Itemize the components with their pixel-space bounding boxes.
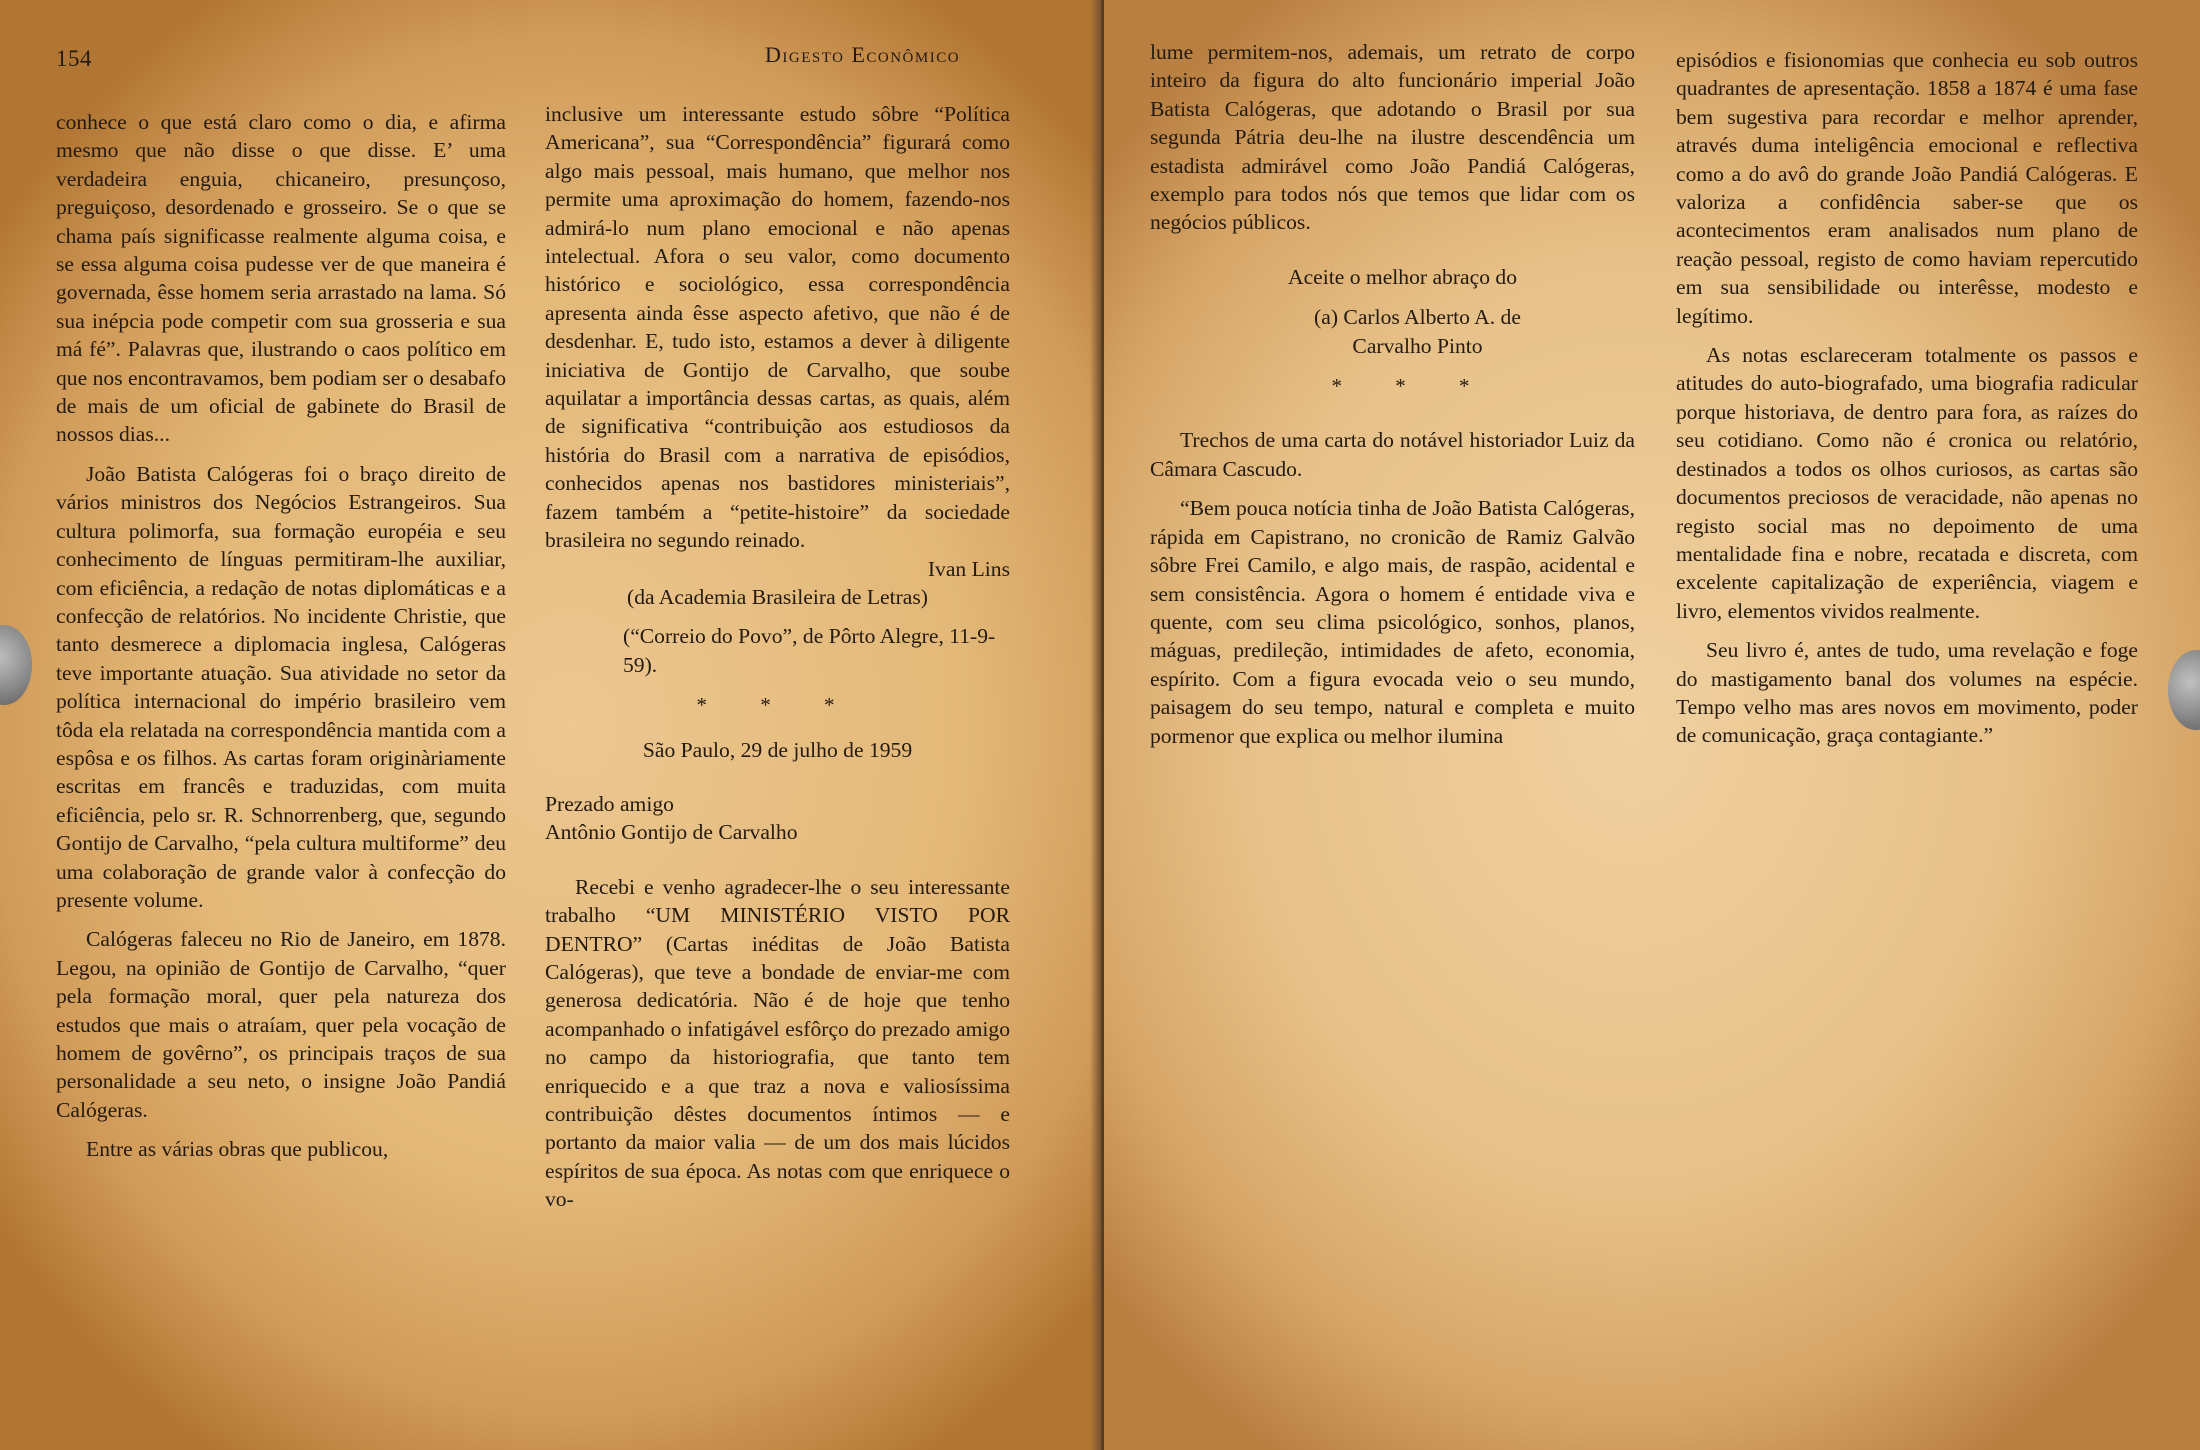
author-name: Ivan Lins <box>927 556 1010 581</box>
section-divider: * * * <box>696 693 859 718</box>
section-divider: * * * <box>1331 374 1494 399</box>
paragraph: conhece o que está claro como o dia, e afirma mesmo que não disse o que disse. E’ uma verdadeira enguia, chicaneiro, presunçoso, preguiçoso, desordenado e grosseiro. Se o que se chama país significasse realmente alguma coisa, e se essa alguma coisa pudesse ver de que maneira é governada, êsse homem seria arrastado na lama. Só sua inépcia pode competir com sua grosseria e sua má fé”. Palavras que, ilustrando o caos político em que nos encontravamos, bem podiam ser o desabafo de mais de um oficial de gabinete do Brasil de nossos dias... <box>56 110 506 447</box>
running-head: Digesto Econômico <box>765 42 961 67</box>
page-number: 154 <box>56 46 92 71</box>
paragraph: Entre as várias obras que publicou, <box>86 1137 389 1162</box>
letter-signature: (a) Carlos Alberto A. de <box>1314 305 1521 330</box>
author-affiliation: (da Academia Brasileira de Letras) <box>627 584 928 609</box>
letter-greeting: Prezado amigo <box>545 791 674 816</box>
left-column-2 <box>545 100 1010 1214</box>
paragraph: Calógeras faleceu no Rio de Janeiro, em 1878. Legou, na opinião de Gontijo de Carvalho, “quer pela formação moral, quer pela natureza dos estudos que mais o atraíam, quer pela vocação de homem de govêrno”, os principais traços de sua personalidade a seu neto, o insigne João Pandiá Calógeras. <box>56 927 506 1122</box>
letter-date: São Paulo, 29 de julho de 1959 <box>642 737 913 762</box>
letter-signature: Carvalho Pinto <box>1352 333 1483 358</box>
quotation: “Bem pouca notícia tinha de João Batista Calógeras, rápida em Capistrano, no cronicão de Ramiz Galvão sôbre Frei Camilo, e algo mais, de raspão, acidental e sem consistência. Agora o homem é entidade viva e quente, com seu clima psicológico, sonhos, planos, máguas, predileção, intimidades de afeto, economia, espírito. Com a figura evocada veio o seu mundo, paisagem do seu tempo, natural e completa e muito pormenor que explica ou melhor ilumina <box>1150 496 1635 748</box>
binding-hole <box>2168 650 2200 730</box>
right-page <box>1104 0 2200 1450</box>
paragraph: Seu livro é, antes de tudo, uma revelação e foge do mastigamento banal dos volumes na espécie. Tempo velho mas ares novos em movimento, poder de comunicação, graça contagiante.” <box>1676 638 2138 748</box>
right-column-1 <box>1150 38 1635 750</box>
right-column-2 <box>1676 46 2138 750</box>
paragraph: lume permitem-nos, ademais, um retrato de corpo inteiro da figura do alto funcionário imperial João Batista Calógeras, que adotando o Brasil por sua segunda Pátria deu-lhe na ilustre descendência um estadista admirável como João Pandiá Calógeras, exemplo para todos nós que temos que lidar com os negócios públicos. <box>1150 40 1635 235</box>
paragraph: As notas esclareceram totalmente os passos e atitudes do auto-biografado, uma biografia radicular porque historiava, de dentro para fora, as raízes do seu cotidiano. Como não é cronica ou relatório, destinados a todos os olhos curiosos, as cartas são documentos preciosos de veracidade, não apenas no registo social mas no depoimento de uma mentalidade fina e nobre, recatada e discreta, com excelente capitalização de experiência, viagem e livro, elementos vividos realmente. <box>1676 343 2138 623</box>
letter-recipient: Antônio Gontijo de Carvalho <box>545 820 798 845</box>
letter-closing: Aceite o melhor abraço do <box>1287 264 1518 289</box>
paragraph: João Batista Calógeras foi o braço direito de vários ministros dos Negócios Estrangeiros. Sua cultura polimorfa, sua formação européia e seu conhecimento de línguas permitiram-lhe auxiliar, com eficiência, a redação de notas diplomáticas e a confecção de relatórios. No incidente Christie, que tanto desmerece a diplomacia inglesa, Calógeras teve importante atuação. Sua atividade no setor da política internacional do império brasileiro vem tôda ela relatada na correspondência mantida com a espôsa e os filhos. As cartas foram originàriamente escritas em francês e traduzidas, com muita eficiência, pelo sr. R. Schnorrenberg, que, segundo Gontijo de Carvalho, “pela cultura multiforme” deu uma colaboração de grande valor à confecção do presente volume. <box>56 461 506 912</box>
paragraph: episódios e fisionomias que conhecia eu sob outros quadrantes de apresentação. 1858 a 1874 é uma fase bem sugestiva para recordar e melhor aprender, através duma inteligência emocional e reflectiva como a do avô do grande João Pandiá Calógeras. E valoriza a confidência saber-se que os acontecimentos eram analisados num plano de reação pessoal, registo de como haviam repercutido em sua sensibilidade ou interêsse, modesto e legítimo. <box>1676 48 2138 328</box>
section-heading: Trechos de uma carta do notável historiador Luiz da Câmara Cascudo. <box>1150 428 1635 481</box>
paragraph: inclusive um interessante estudo sôbre “Política Americana”, sua “Correspondência” figurará como algo mais pessoal, mais humano, que melhor nos permite uma aproximação do homem, fazendo-nos admirá-lo num plano emocional e não apenas intelectual. Afora o seu valor, como documento histórico e sociológico, essa correspondência apresenta ainda êsse aspecto afetivo, que não é de desdenhar. E, tudo isto, estamos a dever à diligente iniciativa de Gontijo de Carvalho, que soube aquilatar a importância dessas cartas, as quais, além de significativa “contribuição aos estudiosos da história do Brasil com a narrativa de episódios, conhecidos apenas nos bastidores ministeriais”, fazem também a “petite-histoire” da sociedade brasileira no segundo reinado. <box>545 102 1010 553</box>
source-citation: (“Correio do Povo”, de Pôrto Alegre, 11-9-59). <box>623 624 996 677</box>
binding-hole <box>0 625 32 705</box>
left-column-1 <box>56 108 506 1164</box>
paragraph: Recebi e venho agradecer-lhe o seu interessante trabalho “UM MINISTÉRIO VISTO POR DENTRO” (Cartas inéditas de João Batista Calógeras), que teve a bondade de enviar-me com generosa dedicatória. Não é de hoje que tenho acompanhado o infatigável esfôrço do prezado amigo no campo da historiografia, que tanto tem enriquecido e a que traz a nova e valiosíssima contribuição dêstes documentos íntimos — e portanto da maior valia — de um dos mais lúcidos espíritos de sua época. As notas com que enriquece o vo- <box>545 874 1010 1212</box>
